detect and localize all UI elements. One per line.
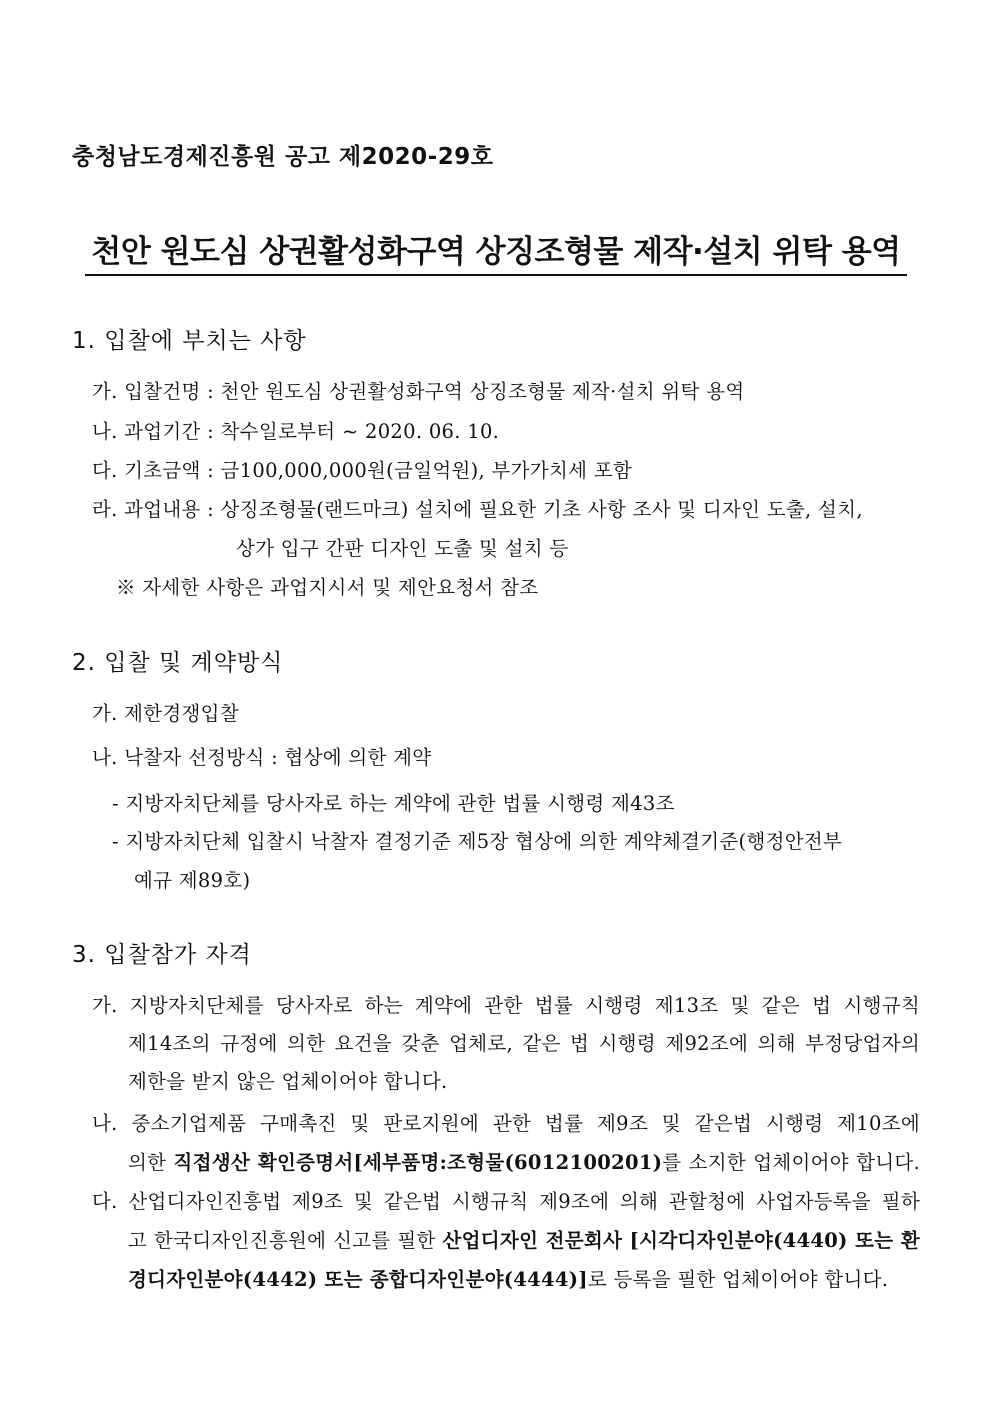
section-1-note: ※ 자세한 사항은 과업지시서 및 제안요청서 참조 — [116, 576, 539, 599]
section-3-heading: 3. 입찰참가 자격 — [72, 942, 252, 968]
section-1-item-ra-cont: 상가 입구 간판 디자인 도출 및 설치 등 — [236, 537, 569, 560]
section-3-da-line-3 — [128, 1264, 888, 1292]
section-1-heading: 1. 입찰에 부치는 사항 — [72, 328, 307, 354]
section-3-ga-line-2: 제14조의 규정에 의한 요건을 갖춘 업체로, 같은 법 시행령 제92조에 의해 부정당업자의 — [128, 1032, 920, 1055]
section-2-heading: 2. 입찰 및 계약방식 — [72, 650, 284, 676]
section-2-item-na: 나. 낙찰자 선정방식 : 협상에 의한 계약 — [92, 746, 432, 769]
section-3-da-line-2 — [128, 1225, 920, 1253]
section-1-item-na: 나. 과업기간 : 착수일로부터 ~ 2020. 06. 10. — [92, 420, 500, 443]
section-2-sub-1: - 지방자치단체를 당사자로 하는 계약에 관한 법률 시행령 제43조 — [112, 792, 675, 815]
section-3-da-line-2-pre: 고 한국디자인진흥원에 신고를 필한 — [128, 1229, 443, 1252]
design-company-category: 산업디자인 전문회사 [시각디자인분야(4440) 또는 환 — [442, 1229, 920, 1252]
section-3-ga-line-3: 제한을 받지 않은 업체이어야 합니다. — [128, 1070, 448, 1093]
document-title-wrapper — [0, 226, 992, 276]
section-2-sub-2-cont: 예규 제89호) — [134, 869, 251, 892]
section-1-item-ra: 라. 과업내용 : 상징조형물(랜드마크) 설치에 필요한 기초 사항 조사 및 디자인 도출, 설치, — [92, 498, 863, 521]
section-3-da-line-1: 다. 산업디자인진흥법 제9조 및 같은법 시행규칙 제9조에 의해 관할청에 사업자등록을 필하 — [92, 1190, 920, 1213]
section-1-item-da: 다. 기초금액 : 금100,000,000원(금일억원), 부가가치세 포함 — [92, 459, 632, 482]
notice-number: 충청남도경제진흥원 공고 제2020-29호 — [72, 144, 494, 170]
section-3-na-line-1: 나. 중소기업제품 구매촉진 및 판로지원에 관한 법률 제9조 및 같은법 시행령 제10조에 — [92, 1112, 920, 1135]
section-2-sub-2: - 지방자치단체 입찰시 낙찰자 결정기준 제5장 협상에 의한 계약체결기준(행정안전부 — [112, 830, 843, 853]
document-title: 천안 원도심 상권활성화구역 상징조형물 제작·설치 위탁 용역 — [85, 226, 906, 276]
section-3-da-line-3-post: 로 등록을 필한 업체이어야 합니다. — [587, 1268, 889, 1291]
section-3-na-line-2 — [128, 1147, 920, 1175]
design-company-category-cont: 경디자인분야(4442) 또는 종합디자인분야(4444)] — [128, 1268, 588, 1291]
section-3-na-line-2-post: 를 소지한 업체이어야 합니다. — [662, 1151, 920, 1174]
section-3-ga-line-1: 가. 지방자치단체를 당사자로 하는 계약에 관한 법률 시행령 제13조 및 같은 법 시행규칙 — [92, 994, 920, 1017]
certificate-name: 직접생산 확인증명서[세부품명:조형물(6012100201) — [173, 1151, 663, 1174]
section-2-item-ga: 가. 제한경쟁입찰 — [92, 702, 239, 725]
section-1-item-ga: 가. 입찰건명 : 천안 원도심 상권활성화구역 상징조형물 제작·설치 위탁 용역 — [92, 380, 745, 403]
section-3-na-line-2-pre: 의한 — [128, 1151, 174, 1174]
